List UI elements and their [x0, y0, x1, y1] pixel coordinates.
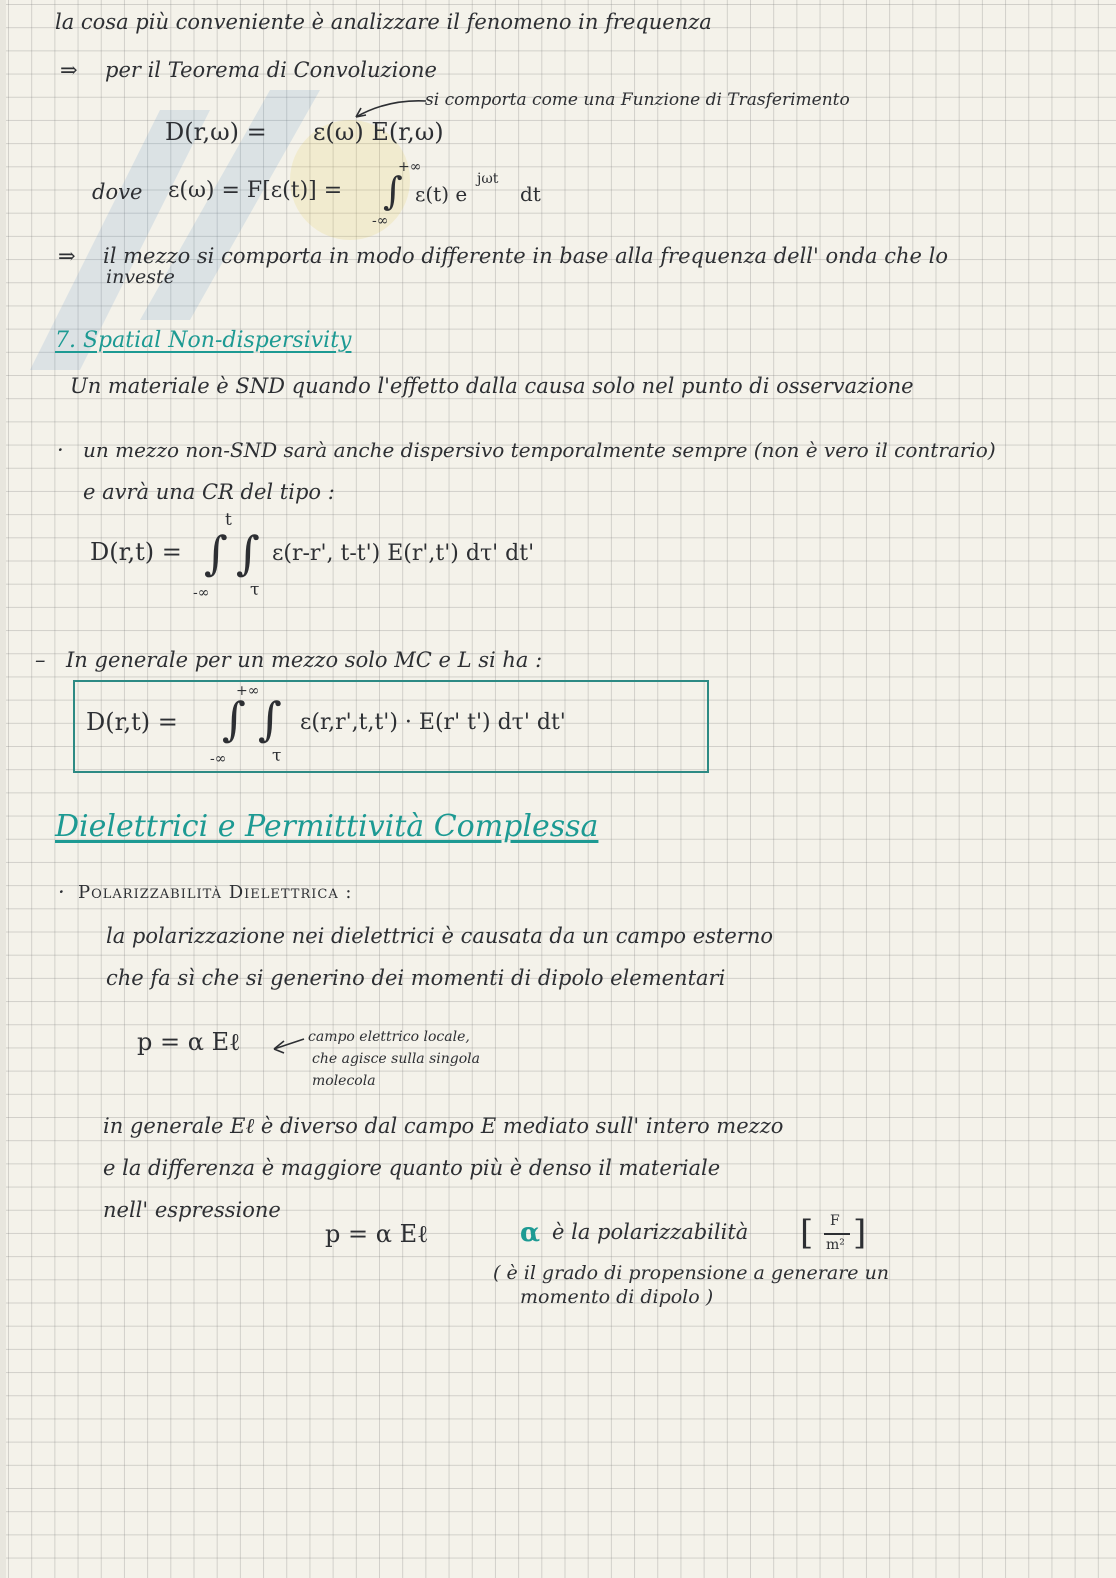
equation-2: ε(ω) = F[ε(t)] =	[168, 178, 343, 203]
equation-1-rhs: ε(ω) E(r,ω)	[313, 118, 444, 146]
bullet-1-text-b: e avrà una CR del tipo :	[83, 480, 335, 504]
bullet-1-text: un mezzo non-SND sarà anche dispersivo temporalmente sempre (non è vero il contrario)	[83, 438, 996, 462]
page-edge	[0, 0, 6, 1578]
text-line-1: la cosa più conveniente è analizzare il fenomeno in frequenza	[55, 10, 712, 34]
equation-4-integrand: ε(r,r',t,t') · E(r' t') dτ' dt'	[300, 710, 566, 735]
note-arrow	[268, 1035, 308, 1057]
watermark-logo	[20, 70, 540, 370]
equation-2-dt: dt	[520, 182, 541, 206]
alpha-definition: è la polarizzabilità	[552, 1220, 749, 1244]
integral-sign-1: ∫	[383, 169, 403, 213]
integral-sign-4: ∫	[222, 692, 246, 746]
implies-arrow-1: ⇒	[60, 58, 78, 82]
transfer-function-note: si comporta come una Funzione di Trasferimento	[425, 90, 850, 110]
equation-2-exponent: jωt	[477, 171, 499, 187]
alpha-symbol: α	[520, 1218, 541, 1248]
dash-marker: –	[35, 648, 46, 672]
unit-bracket-left: [	[800, 1213, 814, 1253]
unit-numerator: F	[830, 1213, 840, 1229]
equation-4-lower-limit: -∞	[210, 751, 227, 767]
equation-4-volume: τ	[272, 746, 282, 766]
snd-definition: Un materiale è SND quando l'effetto dalla causa solo nel punto di osservazione	[70, 374, 914, 398]
equation-2-integrand: ε(t) e	[415, 182, 468, 206]
implies-arrow-2: ⇒	[58, 244, 76, 268]
bullet-dot-1: ·	[57, 438, 64, 462]
equation-6: p = α Eℓ	[325, 1220, 429, 1248]
unit-fraction-bar	[824, 1233, 850, 1235]
equation-3-volume: τ	[250, 580, 260, 600]
equation-3-upper-limit: t	[225, 510, 232, 530]
polar-line-2: che fa sì che si generino dei momenti di dipolo elementari	[106, 966, 726, 990]
equation-3-lower-limit: -∞	[193, 585, 210, 601]
bullet-dot-2: ·	[58, 880, 65, 904]
text-line-2: per il Teorema di Convoluzione	[105, 58, 437, 82]
text-line-3b: investe	[106, 266, 175, 288]
integral-sign-2: ∫	[204, 526, 228, 580]
equation-4-upper-limit: +∞	[236, 683, 260, 699]
integral-sign-5: ∫	[258, 692, 282, 746]
equation-2-lower-limit: -∞	[372, 213, 389, 229]
local-field-note-3: molecola	[312, 1073, 376, 1089]
equation-1-lhs: D(r,ω) =	[165, 118, 267, 146]
unit-bracket-right: ]	[853, 1213, 867, 1253]
general-line-1: in generale Eℓ è diverso dal campo E mediato sull' intero mezzo	[103, 1114, 784, 1138]
unit-denominator: m²	[826, 1237, 845, 1253]
equation-2-upper-limit: +∞	[398, 159, 422, 175]
polarizability-title: Polarizzabilità Dielettrica :	[78, 882, 353, 903]
general-line-3: nell' espressione	[103, 1198, 281, 1222]
section-7-heading: 7. Spatial Non-dispersivity	[55, 328, 352, 353]
dielectrics-heading: Dielettrici e Permittività Complessa	[55, 809, 599, 844]
equation-5: p = α Eℓ	[137, 1028, 241, 1056]
integral-sign-3: ∫	[236, 526, 260, 580]
equation-4-lhs: D(r,t) =	[86, 708, 178, 736]
equation-3-integrand: ε(r-r', t-t') E(r',t') dτ' dt'	[272, 541, 535, 566]
polar-line-1: la polarizzazione nei dielettrici è causata da un campo esterno	[106, 924, 773, 948]
local-field-note-1: campo elettrico locale,	[308, 1029, 470, 1045]
propensity-line-1: ( è il grado di propensione a generare un	[493, 1262, 890, 1284]
where-label: dove	[92, 180, 143, 204]
general-line: In generale per un mezzo solo MC e L si ha :	[66, 648, 543, 672]
propensity-line-2: momento di dipolo )	[520, 1286, 714, 1308]
general-line-2: e la differenza è maggiore quanto più è denso il materiale	[103, 1156, 721, 1180]
local-field-note-2: che agisce sulla singola	[312, 1051, 480, 1067]
text-line-3: il mezzo si comporta in modo differente in base alla frequenza dell' onda che lo	[103, 244, 949, 268]
equation-3-lhs: D(r,t) =	[90, 538, 182, 566]
